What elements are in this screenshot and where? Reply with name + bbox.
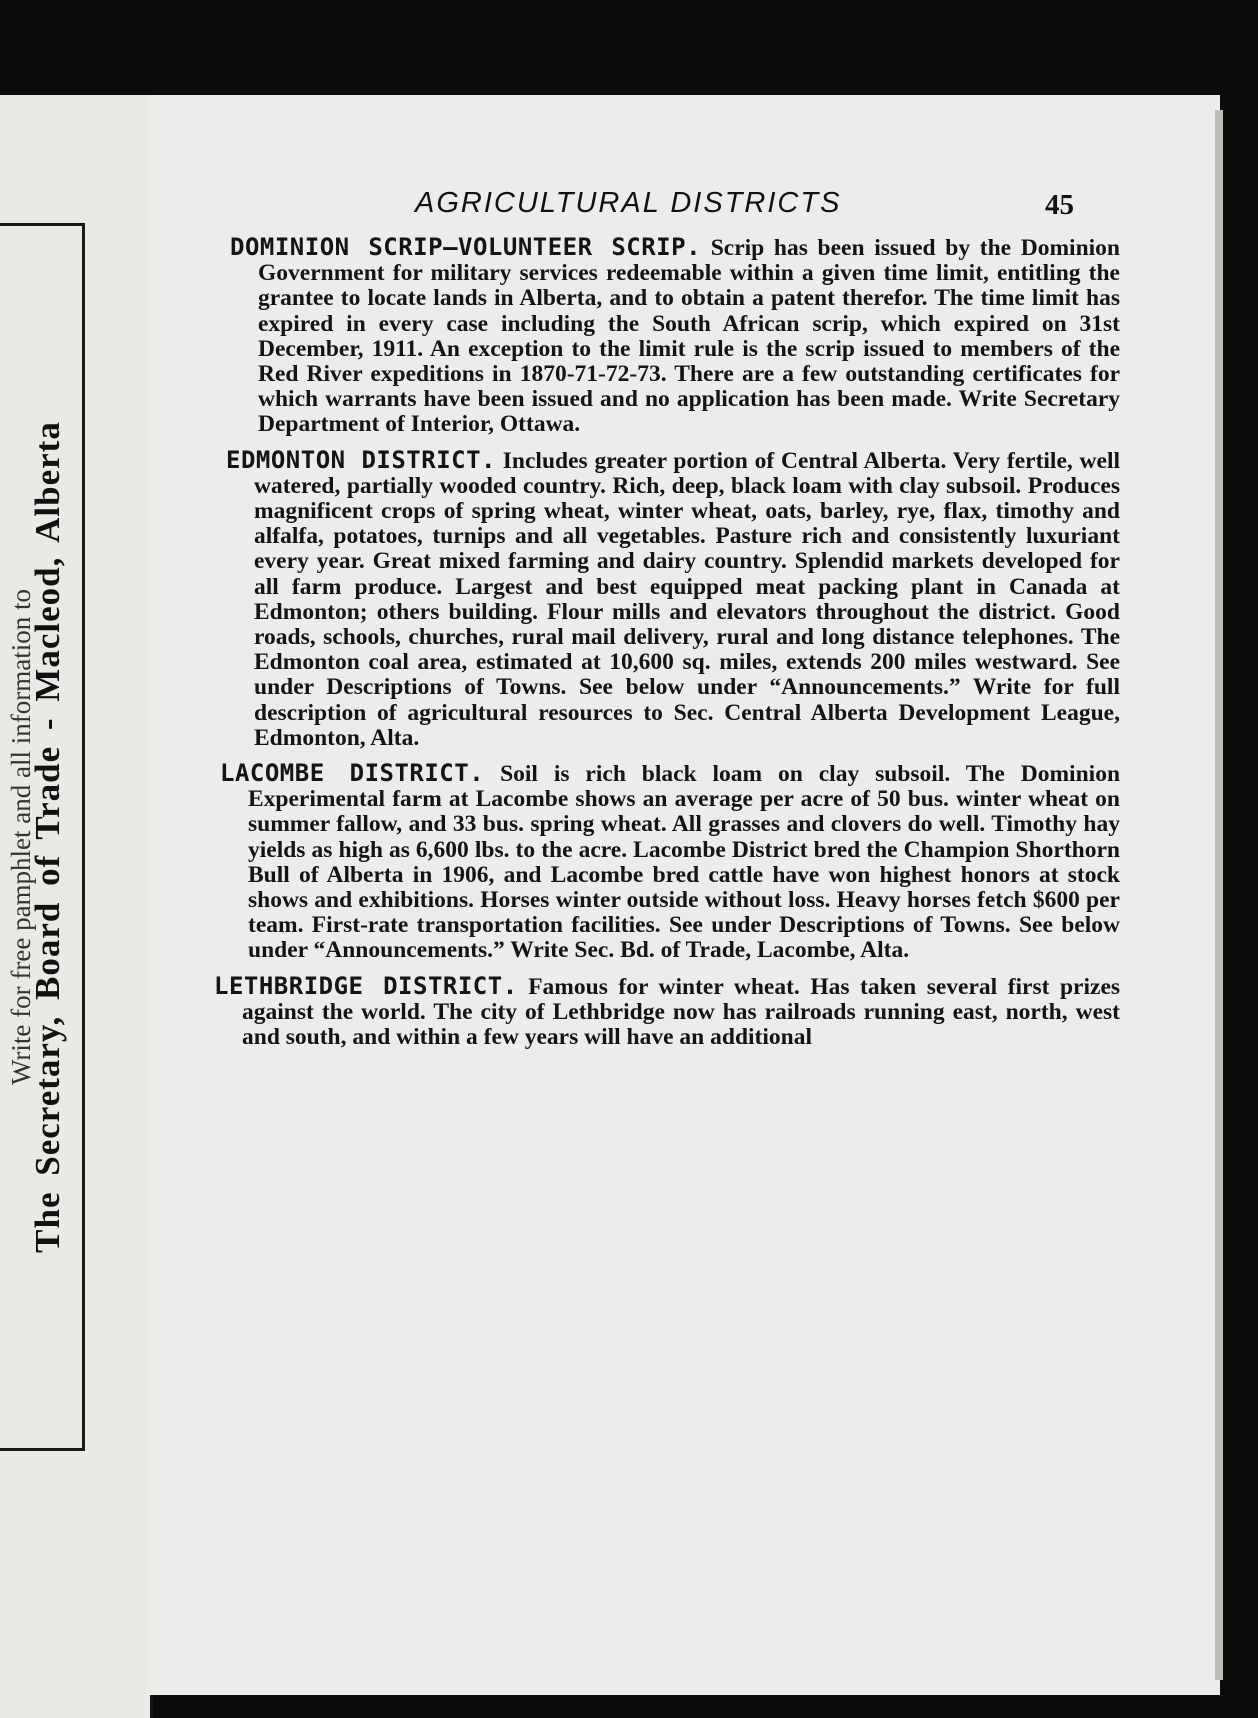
entry-text: Famous for winter wheat. Has taken several first prizes against the world. The city of Lethbridge now has railroads running east, north, west and south, and within a few years will have an additional xyxy=(242,973,1121,1051)
facing-page xyxy=(0,95,153,1718)
page-header xyxy=(150,187,1150,227)
entry-text: Scrip has been issued by the Dominion Government for military services redeemable within a given time limit, entitling the grantee to locate lands in Alberta, and to obtain a patent therefor. The time limit has expired in every case including the South African scrip, which expired on 31st December, 1911. An exception to the limit rule is the scrip issued to members of the Red River expeditions in 1870-71-72-73. There are a few outstanding certificates for which warrants have been issued and no application has been made. Write Secretary Department of Interior, Ottawa. xyxy=(258,235,1120,438)
page-number: 45 xyxy=(1045,189,1074,221)
entry-text: Includes greater portion of Central Alberta. Very fertile, well watered, partially wooded country. Rich, deep, black loam with clay subsoil. Produces magnificent crops of spring wheat, winter wheat, oats, barley, rye, flax, timothy and alfalfa, potatoes, turnips and all vegetables. Pasture rich and consistently luxuriant every year. Great mixed farming and dairy country. Splendid markets developed for all farm produce. Largest and best equipped meat packing plant in Canada at Edmonton; others building. Flour mills and elevators throughout the district. Good roads, schools, churches, rural mail delivery, rural and long distance telephones. The Edmonton coal area, estimated at 10,600 sq. miles, extends 200 miles westward. See under Descriptions of Towns. See below under “Announcements.” Write for full description of agricultural resources to Sec. Central Alberta Development League, Edmonton, Alta. xyxy=(254,447,1121,751)
page-body xyxy=(214,233,1121,1060)
entry-heading: EDMONTON DISTRICT. xyxy=(226,445,496,474)
entry-text: Soil is rich black loam on clay subsoil. The Dominion Experimental farm at Lacombe shows an average per acre of 50 bus. winter wheat on summer fallow, and 33 bus. spring wheat. All grasses and clovers do well. Timothy hay yields as high as 6,600 lbs. to the acre. Lacombe District bred the Champion Shorthorn Bull of Alberta in 1906, and Lacombe bred cattle have won highest honors at stock shows and exhibitions. Horses winter outside without loss. Heavy horses fetch $600 per team. First-rate transportation facilities. See under Descriptions of Towns. See below under “Announcements.” Write Sec. Bd. of Trade, Lacombe, Alta. xyxy=(248,761,1121,964)
page-edge xyxy=(1215,110,1223,1680)
entry-heading: LETHBRIDGE DISTRICT. xyxy=(214,971,518,1000)
advertisement-line-1: Write for free pamphlet and all information to xyxy=(6,589,36,1085)
running-head: AGRICULTURAL DISTRICTS xyxy=(415,187,842,219)
entry-heading: DOMINION SCRIP—VOLUNTEER SCRIP. xyxy=(230,233,702,261)
entry-heading: LACOMBE DISTRICT. xyxy=(220,759,485,788)
entry-edmonton-district xyxy=(226,445,1121,751)
book-page xyxy=(150,95,1220,1695)
entry-lacombe-district xyxy=(220,761,1120,964)
advertisement-text xyxy=(6,232,68,1442)
entry-dominion-scrip xyxy=(230,235,1120,438)
advertisement-line-2: The Secretary, Board of Trade - Macleod, Alberta xyxy=(28,421,67,1253)
margin-advertisement xyxy=(0,223,85,1451)
entry-lethbridge-district xyxy=(214,971,1121,1051)
